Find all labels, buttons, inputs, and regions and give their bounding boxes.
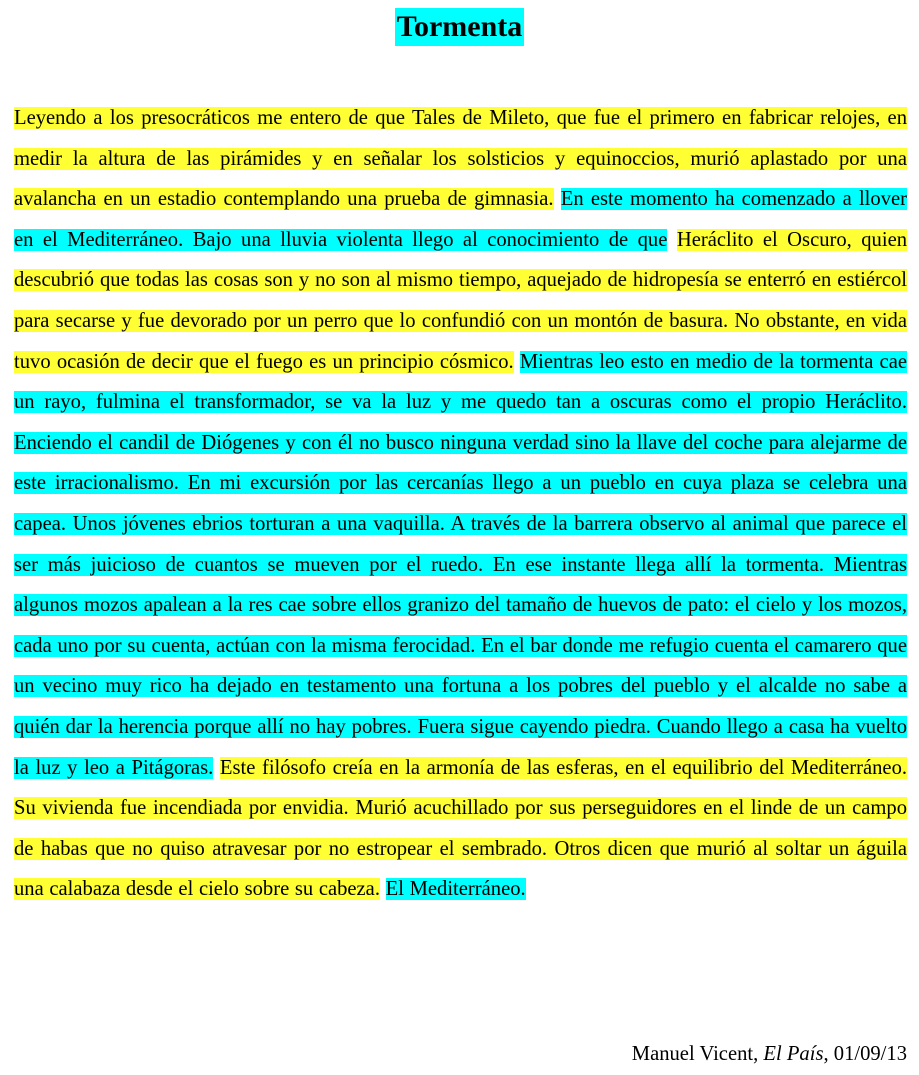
article-signature [632, 1040, 907, 1068]
article-title: Tormenta [395, 8, 525, 46]
highlight-segment-rain: En este momento ha comenzado a llover en el Mediterráneo. Bajo una lluvia violenta llego al conocimiento de que [14, 188, 907, 251]
article-body [14, 98, 907, 910]
author-name: Manuel Vicent [631, 1043, 754, 1065]
highlight-segment-heraclitus: Heráclito el Oscuro, quien descubrió que todas las cosas son y no son al mismo tiempo, aquejado de hidropesía se enterró en estiércol para secarse y fue devorado por un perro que lo confundió con un montón de basura. No obstante, en vida tuvo ocasión de decir que el fuego es un principio cósmico. [14, 228, 908, 373]
signature-separator: , [823, 1043, 834, 1065]
highlight-segment-pythagoras: Este filósofo creía en la armonía de las esferas, en el equilibrio del Mediterráneo. Su vivienda fue incendiada por envidia. Murió acuchillado por sus perseguidores en el linde de un campo de habas que no quiso atravesar por no estropear el sembrado. Otros dicen que murió al soltar un águila una calabaza desde el cielo sobre su cabeza. [14, 756, 908, 901]
highlight-segment-storm-narrative: Mientras leo esto en medio de la tormenta cae un rayo, fulmina el transformador, se va la luz y me quedo tan a oscuras como el propio Heráclito. Enciendo el candil de Diógenes y con él no busco ninguna verdad sino la llave del coche para alejarme de este irracionalismo. En mi excursión por las cercanías llego a un pueblo en cuya plaza se celebra una capea. Unos jóvenes ebrios torturan a una vaquilla. A través de la barrera observo al animal que parece el ser más juicioso de cuantos se mueven por el ruedo. En ese instante llega allí la tormenta. Mientras algunos mozos apalean a la res cae sobre ellos granizo del tamaño de huevos de pato: el cielo y los mozos, cada uno por su cuenta, actúan con la misma ferocidad. En el bar donde me refugio cuenta el camarero que un vecino muy rico ha dejado en testamento una fortuna a los pobres del pueblo y el alcalde no sabe a quién dar la herencia porque allí no hay pobres. Fuera sigue cayendo piedra. Cuando llego a casa ha vuelto la luz y leo a Pitágoras. [14, 350, 907, 779]
highlight-segment-tales: Leyendo a los presocráticos me entero de que Tales de Mileto, que fue el primero en fabricar relojes, en medir la altura de las pirámides y en señalar los solsticios y equinoccios, murió aplastado por una avalancha en un estadio contemplando una prueba de gimnasia. [14, 107, 907, 211]
signature-separator: , [753, 1043, 764, 1065]
highlight-segment-closing: El Mediterráneo. [385, 878, 526, 901]
title-container [0, 8, 919, 46]
publication-name: El País [763, 1043, 824, 1065]
publication-date: 01/09/13 [833, 1043, 907, 1065]
